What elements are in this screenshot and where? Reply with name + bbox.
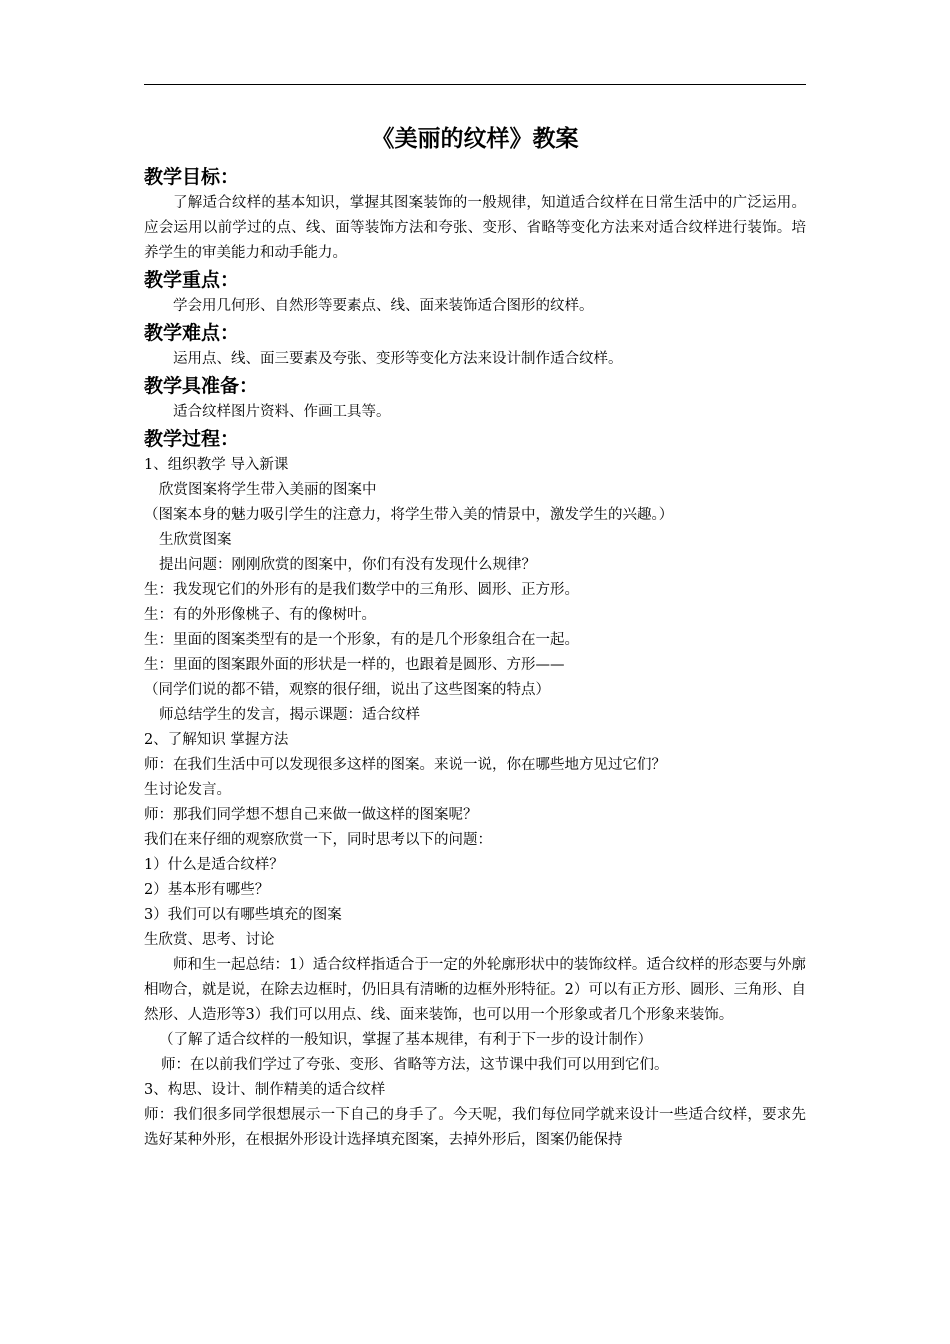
process-line: （图案本身的魅力吸引学生的注意力，将学生带入美的情景中，激发学生的兴趣。） bbox=[144, 507, 674, 523]
process-line: 生：有的外形像桃子、有的像树叶。 bbox=[144, 607, 376, 623]
process-line: 师：在我们生活中可以发现很多这样的图案。来说一说，你在哪些地方见过它们？ bbox=[144, 757, 666, 773]
header-rule bbox=[144, 84, 806, 85]
process-line: 提出问题：刚刚欣赏的图案中，你们有没有发现什么规律？ bbox=[159, 557, 536, 573]
document-title: 《美丽的纹样》教案 bbox=[371, 126, 579, 152]
objectives-heading: 教学目标： bbox=[144, 166, 240, 188]
document-body bbox=[144, 119, 806, 1153]
process-line: 欣赏图案将学生带入美丽的图案中 bbox=[159, 482, 377, 498]
process-line: 2）基本形有哪些？ bbox=[144, 882, 270, 898]
difficulties-text: 运用点、线、面三要素及夸张、变形等变化方法来设计制作适合纹样。 bbox=[173, 351, 623, 367]
materials-text: 适合纹样图片资料、作画工具等。 bbox=[173, 404, 391, 420]
process-line: 生：里面的图案跟外面的形状是一样的，也跟着是圆形、方形—— bbox=[144, 657, 565, 673]
process-heading: 教学过程： bbox=[144, 428, 240, 450]
process-line: 2、了解知识 掌握方法 bbox=[144, 732, 289, 748]
key-points-text: 学会用几何形、自然形等要素点、线、面来装饰适合图形的纹样。 bbox=[173, 298, 594, 314]
process-line: 我们在来仔细的观察欣赏一下，同时思考以下的问题： bbox=[144, 832, 492, 848]
process-line: 1、组织教学 导入新课 bbox=[144, 457, 289, 473]
process-line: 师：在以前我们学过了夸张、变形、省略等方法，这节课中我们可以用到它们。 bbox=[161, 1057, 669, 1073]
process-line: 3、构思、设计、制作精美的适合纹样 bbox=[144, 1082, 386, 1098]
process-line: 生讨论发言。 bbox=[144, 782, 231, 798]
key-points-heading: 教学重点： bbox=[144, 269, 240, 291]
process-line: 师：那我们同学想不想自己来做一做这样的图案呢？ bbox=[144, 807, 478, 823]
process-line: （了解了适合纹样的一般知识，掌握了基本规律，有利于下一步的设计制作） bbox=[159, 1032, 652, 1048]
process-line: 3）我们可以有哪些填充的图案 bbox=[144, 907, 342, 923]
process-line: 生欣赏图案 bbox=[159, 532, 232, 548]
process-line: 生：里面的图案类型有的是一个形象，有的是几个形象组合在一起。 bbox=[144, 632, 579, 648]
process-paragraph: 师：我们很多同学很想展示一下自己的身手了。今天呢，我们每位同学就来设计一些适合纹样，要求先选好某种外形，在根据外形设计选择填充图案，去掉外形后，图案仍能保持 bbox=[144, 1107, 806, 1148]
process-line: 师总结学生的发言，揭示课题：适合纹样 bbox=[159, 707, 420, 723]
process-line: （同学们说的都不错，观察的很仔细，说出了这些图案的特点） bbox=[144, 682, 550, 698]
process-line: 生：我发现它们的外形有的是我们数学中的三角形、圆形、正方形。 bbox=[144, 582, 579, 598]
process-line: 1）什么是适合纹样？ bbox=[144, 857, 284, 873]
process-line: 生欣赏、思考、讨论 bbox=[144, 932, 275, 948]
process-paragraph: 师和生一起总结：1）适合纹样指适合于一定的外轮廓形状中的装饰纹样。适合纹样的形态要与外廓相吻合，就是说，在除去边框时，仍旧具有清晰的边框外形特征。2）可以有正方形、圆形、三角形、自然形、人造形等3）我们可以用点、线、面来装饰，也可以用一个形象或者几个形象来装饰。 bbox=[144, 957, 806, 1023]
materials-heading: 教学具准备： bbox=[144, 375, 259, 397]
difficulties-heading: 教学难点： bbox=[144, 322, 240, 344]
objectives-text: 了解适合纹样的基本知识，掌握其图案装饰的一般规律，知道适合纹样在日常生活中的广泛运用。应会运用以前学过的点、线、面等装饰方法和夸张、变形、省略等变化方法来对适合纹样进行装饰。培养学生的审美能力和动手能力。 bbox=[144, 195, 806, 261]
